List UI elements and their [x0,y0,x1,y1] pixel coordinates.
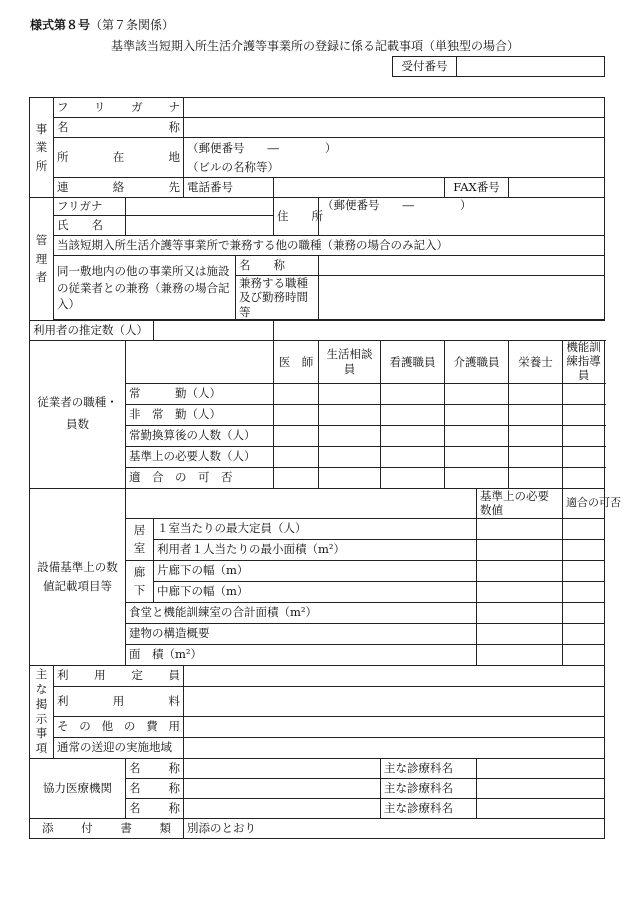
facility-ok-cell[interactable] [563,623,605,644]
form-number: 様式第８号 [30,18,91,32]
manager-other-name-label: 名 称 [236,256,319,276]
staff-cell[interactable] [319,467,381,488]
office-building-line[interactable]: （ビルの名称等） [184,158,605,178]
notice-field[interactable] [184,737,605,758]
page-title: 基準該当短期入所生活介護等事業所の登録に係る記載事項（単独型の場合） [110,39,519,53]
facility-section-label: 設備基準上の数値記載項目等 [30,488,126,665]
staff-cell[interactable] [509,404,563,425]
facility-value-cell[interactable] [477,602,563,623]
medical-dept-label: 主な診療科名 [381,778,477,798]
facility-value-cell[interactable] [477,623,563,644]
office-phone-label: 電話番号 [184,178,274,198]
user-estimate-label: 利用者の推定数（人） [30,321,154,341]
staff-row-parttime: 非 常 勤（人） [126,404,274,425]
staff-cell[interactable] [445,467,509,488]
facility-ok-cell[interactable] [563,581,605,602]
notice-row-transport: 通常の送迎の実施地域 [54,737,184,758]
manager-other-job-label: 兼務する職種及び勤務時間等 [236,276,319,320]
staff-cell[interactable] [445,404,509,425]
notice-row-fee: 利用料 [54,686,184,716]
notice-field[interactable] [184,686,605,716]
office-location-label: 所在地 [54,138,184,178]
notice-field[interactable] [184,716,605,737]
office-fax-label: FAX番号 [445,178,509,198]
staff-cell[interactable] [381,467,445,488]
staff-row-compliance: 適 合 の 可 否 [126,467,274,488]
facility-value-cell[interactable] [477,581,563,602]
staff-col-trainer: 機能訓練指導員 [563,341,605,383]
staff-cell[interactable] [563,425,605,446]
staff-cell[interactable] [563,467,605,488]
facility-col-compliance: 適合の可否 [563,488,605,518]
office-phone-field[interactable] [274,178,445,198]
staff-cell[interactable] [563,404,605,425]
registration-form [29,97,621,839]
facility-room-group: 居 室 [126,518,154,560]
notice-section-label: 主 な 掲 示 事 項 [30,665,54,758]
office-fax-field[interactable] [509,178,605,198]
staff-cell[interactable] [445,425,509,446]
facility-room-row: １室当たりの最大定員（人） [154,518,477,539]
office-furigana-label: フリガナ [54,98,184,118]
receipt-number-label: 受付番号 [393,57,457,77]
staff-col-counselor: 生活相談員 [319,341,381,383]
facility-ok-cell[interactable] [563,539,605,560]
staff-row-fulltime: 常 勤（人） [126,383,274,404]
facility-room-row: 利用者１人当たりの最小面積（m²） [154,539,477,560]
manager-furigana-label: フリガナ [54,198,126,216]
staff-cell[interactable] [381,383,445,404]
manager-address-field[interactable] [319,198,605,236]
manager-name-field[interactable] [126,216,274,236]
facility-value-cell[interactable] [477,560,563,581]
office-postal-line[interactable]: （郵便番号 ― ） [184,138,605,158]
staff-cell[interactable] [274,446,319,467]
manager-concurrent-note: 当該短期入所生活介護等事業所で兼務する他の職種（兼務の場合のみ記入） [54,236,605,256]
medical-name-field[interactable] [184,798,381,818]
facility-corridor-row: 中廊下の幅（m） [154,581,477,602]
manager-furigana-field[interactable] [126,198,274,216]
staff-cell[interactable] [381,446,445,467]
medical-dept-field[interactable] [477,778,605,798]
staff-cell[interactable] [274,404,319,425]
office-furigana-field[interactable] [184,98,605,118]
staff-cell[interactable] [563,446,605,467]
medical-name-field[interactable] [184,758,381,778]
staff-row-converted: 常勤換算後の人数（人） [126,425,274,446]
medical-dept-label: 主な診療科名 [381,758,477,778]
manager-postal-line: （郵便番号 ― ） [322,198,472,212]
manager-section-label: 管 理 者 [30,198,54,321]
staff-cell[interactable] [274,383,319,404]
form-header [30,16,174,33]
facility-corridor-row: 片廊下の幅（m） [154,560,477,581]
staff-cell[interactable] [381,404,445,425]
facility-other-row: 面 積（m²） [126,644,477,665]
staff-cell[interactable] [509,446,563,467]
user-estimate-field[interactable] [154,321,274,341]
receipt-number-field[interactable] [457,57,605,77]
facility-ok-cell[interactable] [563,560,605,581]
form-reference: （第７条関係） [90,18,175,32]
staff-row-required: 基準上の必要人数（人） [126,446,274,467]
facility-ok-cell[interactable] [563,518,605,539]
facility-ok-cell[interactable] [563,644,605,665]
manager-name-label: 氏 名 [54,216,126,236]
medical-dept-field[interactable] [477,758,605,778]
staff-section-label: 従業者の職種・員数 [30,341,126,488]
medical-dept-field[interactable] [477,798,605,818]
staff-cell[interactable] [274,467,319,488]
medical-name-label: 名 称 [126,798,184,818]
manager-address-label: 住 所 [274,198,319,236]
facility-col-required: 基準上の必要数値 [477,488,563,518]
staff-cell[interactable] [509,467,563,488]
office-name-label: 名称 [54,118,184,138]
staff-cell[interactable] [319,425,381,446]
notice-row-capacity: 利用定員 [54,665,184,686]
staff-cell[interactable] [445,446,509,467]
notice-field[interactable] [184,665,605,686]
medical-name-label: 名 称 [126,758,184,778]
medical-name-field[interactable] [184,778,381,798]
facility-value-cell[interactable] [477,539,563,560]
attachment-value: 別添のとおり [184,818,605,838]
facility-value-cell[interactable] [477,518,563,539]
office-name-field[interactable] [184,118,605,138]
staff-col-caregiver: 介護職員 [445,341,509,383]
facility-corridor-group: 廊 下 [126,560,154,602]
facility-value-cell[interactable] [477,644,563,665]
staff-cell[interactable] [319,383,381,404]
manager-other-name-field[interactable] [319,256,605,276]
facility-other-row: 建物の構造概要 [126,623,477,644]
notice-row-other-cost: その他の費用 [54,716,184,737]
manager-other-job-field[interactable] [319,276,605,320]
medical-name-label: 名 称 [126,778,184,798]
staff-cell[interactable] [274,425,319,446]
staff-cell[interactable] [509,383,563,404]
staff-cell[interactable] [381,425,445,446]
medical-section-label: 協力医療機関 [30,758,126,818]
staff-cell[interactable] [445,383,509,404]
medical-dept-label: 主な診療科名 [381,798,477,818]
staff-cell[interactable] [509,425,563,446]
attachment-label: 添付書類 [30,818,184,838]
staff-col-doctor: 医 師 [274,341,319,383]
staff-col-nurse: 看護職員 [381,341,445,383]
staff-col-dietitian: 栄養士 [509,341,563,383]
facility-ok-cell[interactable] [563,602,605,623]
staff-cell[interactable] [319,404,381,425]
facility-other-row: 食堂と機能訓練室の合計面積（m²） [126,602,477,623]
staff-cell[interactable] [563,383,605,404]
receipt-table [392,56,605,77]
office-contact-label: 連絡先 [54,178,184,198]
manager-other-concurrent-label: 同一敷地内の他の事業所又は施設の従業者との兼務（兼務の場合記入） [54,256,236,320]
staff-cell[interactable] [319,446,381,467]
office-section-label: 事 業 所 [30,98,54,198]
